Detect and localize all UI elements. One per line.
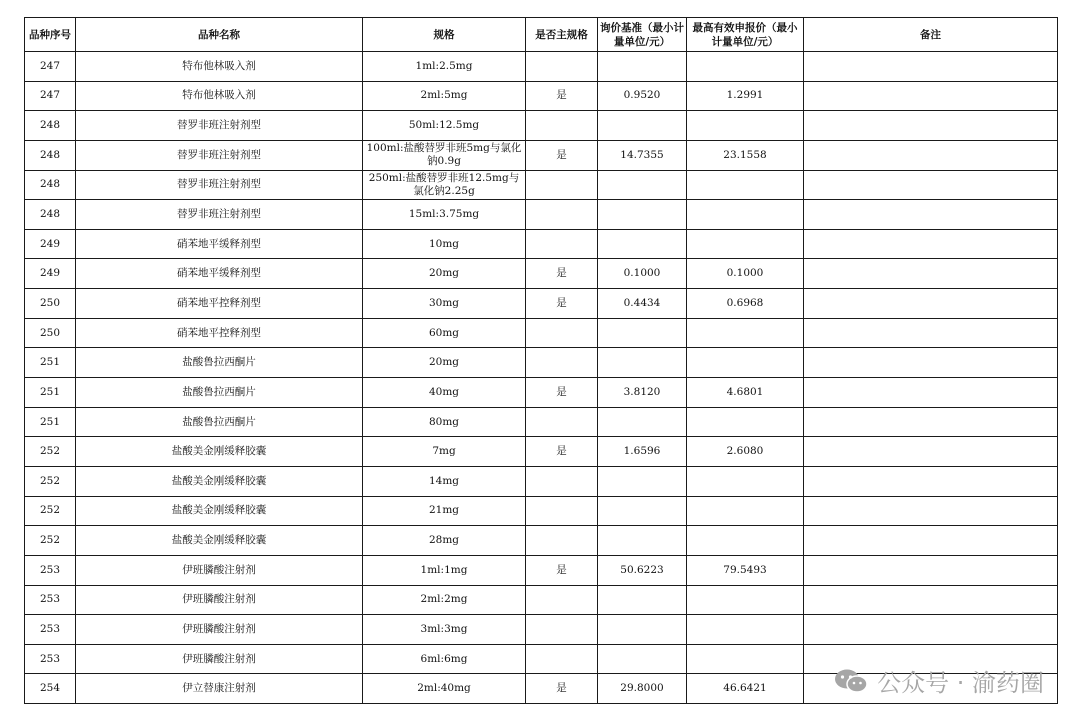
cell-name: 硝苯地平控释剂型 bbox=[76, 289, 363, 319]
cell-name: 硝苯地平缓释剂型 bbox=[76, 229, 363, 259]
cell-main-spec bbox=[526, 52, 598, 82]
cell-spec: 1ml:2.5mg bbox=[363, 52, 526, 82]
cell-seq: 252 bbox=[25, 526, 76, 556]
cell-remarks bbox=[804, 200, 1058, 230]
cell-name: 盐酸美金刚缓释胶囊 bbox=[76, 526, 363, 556]
table-row bbox=[25, 140, 1058, 170]
cell-base-price bbox=[598, 644, 687, 674]
cell-max-price bbox=[687, 229, 804, 259]
watermark bbox=[833, 663, 1044, 698]
cell-seq: 251 bbox=[25, 348, 76, 378]
cell-base-price: 50.6223 bbox=[598, 555, 687, 585]
cell-name: 盐酸鲁拉西酮片 bbox=[76, 407, 363, 437]
cell-base-price bbox=[598, 52, 687, 82]
cell-spec: 250ml:盐酸替罗非班12.5mg与氯化钠2.25g bbox=[363, 170, 526, 200]
cell-name: 伊班膦酸注射剂 bbox=[76, 585, 363, 615]
cell-seq: 249 bbox=[25, 259, 76, 289]
cell-name: 盐酸美金刚缓释胶囊 bbox=[76, 437, 363, 467]
cell-name: 盐酸鲁拉西酮片 bbox=[76, 348, 363, 378]
table-row bbox=[25, 200, 1058, 230]
cell-name: 盐酸美金刚缓释胶囊 bbox=[76, 496, 363, 526]
cell-name: 盐酸鲁拉西酮片 bbox=[76, 378, 363, 408]
table-body bbox=[25, 52, 1058, 704]
header-cell-name: 品种名称 bbox=[76, 18, 363, 52]
table-row bbox=[25, 348, 1058, 378]
cell-name: 替罗非班注射剂型 bbox=[76, 170, 363, 200]
cell-spec: 14mg bbox=[363, 466, 526, 496]
cell-spec: 15ml:3.75mg bbox=[363, 200, 526, 230]
cell-main-spec: 是 bbox=[526, 289, 598, 319]
header-cell-seq: 品种序号 bbox=[25, 18, 76, 52]
cell-remarks bbox=[804, 170, 1058, 200]
cell-main-spec bbox=[526, 526, 598, 556]
table-row bbox=[25, 437, 1058, 467]
cell-spec: 2ml:2mg bbox=[363, 585, 526, 615]
cell-remarks bbox=[804, 81, 1058, 111]
cell-spec: 80mg bbox=[363, 407, 526, 437]
cell-main-spec bbox=[526, 466, 598, 496]
table-row bbox=[25, 407, 1058, 437]
cell-max-price bbox=[687, 466, 804, 496]
cell-spec: 20mg bbox=[363, 259, 526, 289]
cell-max-price bbox=[687, 585, 804, 615]
header-cell-main-spec: 是否主规格 bbox=[526, 18, 598, 52]
cell-seq: 253 bbox=[25, 555, 76, 585]
cell-main-spec: 是 bbox=[526, 674, 598, 704]
cell-spec: 30mg bbox=[363, 289, 526, 319]
cell-main-spec: 是 bbox=[526, 555, 598, 585]
cell-spec: 10mg bbox=[363, 229, 526, 259]
cell-max-price bbox=[687, 407, 804, 437]
cell-max-price bbox=[687, 170, 804, 200]
cell-seq: 252 bbox=[25, 437, 76, 467]
cell-main-spec: 是 bbox=[526, 437, 598, 467]
cell-main-spec bbox=[526, 229, 598, 259]
cell-seq: 250 bbox=[25, 318, 76, 348]
cell-base-price bbox=[598, 466, 687, 496]
cell-remarks bbox=[804, 378, 1058, 408]
cell-base-price: 0.1000 bbox=[598, 259, 687, 289]
cell-seq: 251 bbox=[25, 378, 76, 408]
cell-max-price bbox=[687, 111, 804, 141]
cell-remarks bbox=[804, 526, 1058, 556]
cell-spec: 6ml:6mg bbox=[363, 644, 526, 674]
cell-max-price bbox=[687, 615, 804, 645]
cell-main-spec bbox=[526, 170, 598, 200]
cell-spec: 50ml:12.5mg bbox=[363, 111, 526, 141]
cell-max-price: 23.1558 bbox=[687, 140, 804, 170]
header-cell-remarks: 备注 bbox=[804, 18, 1058, 52]
cell-base-price bbox=[598, 526, 687, 556]
table-row bbox=[25, 81, 1058, 111]
cell-max-price bbox=[687, 496, 804, 526]
cell-base-price: 3.8120 bbox=[598, 378, 687, 408]
cell-seq: 253 bbox=[25, 615, 76, 645]
table-row bbox=[25, 170, 1058, 200]
cell-remarks bbox=[804, 318, 1058, 348]
cell-name: 硝苯地平控释剂型 bbox=[76, 318, 363, 348]
cell-name: 特布他林吸入剂 bbox=[76, 81, 363, 111]
cell-spec: 28mg bbox=[363, 526, 526, 556]
cell-max-price: 46.6421 bbox=[687, 674, 804, 704]
cell-seq: 254 bbox=[25, 674, 76, 704]
table-row bbox=[25, 615, 1058, 645]
cell-remarks bbox=[804, 289, 1058, 319]
cell-remarks bbox=[804, 111, 1058, 141]
watermark-text: 公众号 · 渝药圈 bbox=[877, 669, 1044, 697]
cell-seq: 248 bbox=[25, 140, 76, 170]
cell-spec: 40mg bbox=[363, 378, 526, 408]
cell-remarks bbox=[804, 496, 1058, 526]
cell-main-spec: 是 bbox=[526, 259, 598, 289]
table-row bbox=[25, 289, 1058, 319]
cell-seq: 247 bbox=[25, 81, 76, 111]
cell-base-price bbox=[598, 585, 687, 615]
table-row bbox=[25, 259, 1058, 289]
cell-seq: 249 bbox=[25, 229, 76, 259]
cell-name: 替罗非班注射剂型 bbox=[76, 111, 363, 141]
cell-main-spec bbox=[526, 585, 598, 615]
cell-remarks bbox=[804, 555, 1058, 585]
cell-max-price: 4.6801 bbox=[687, 378, 804, 408]
cell-name: 伊班膦酸注射剂 bbox=[76, 615, 363, 645]
cell-name: 伊班膦酸注射剂 bbox=[76, 644, 363, 674]
table-row bbox=[25, 229, 1058, 259]
cell-seq: 253 bbox=[25, 585, 76, 615]
cell-name: 伊班膦酸注射剂 bbox=[76, 555, 363, 585]
cell-seq: 253 bbox=[25, 644, 76, 674]
cell-base-price bbox=[598, 496, 687, 526]
cell-max-price: 0.1000 bbox=[687, 259, 804, 289]
table-row bbox=[25, 585, 1058, 615]
cell-remarks bbox=[804, 348, 1058, 378]
cell-base-price: 14.7355 bbox=[598, 140, 687, 170]
header-cell-spec: 规格 bbox=[363, 18, 526, 52]
cell-name: 特布他林吸入剂 bbox=[76, 52, 363, 82]
cell-seq: 247 bbox=[25, 52, 76, 82]
cell-base-price bbox=[598, 170, 687, 200]
cell-seq: 248 bbox=[25, 170, 76, 200]
cell-name: 替罗非班注射剂型 bbox=[76, 140, 363, 170]
cell-base-price bbox=[598, 200, 687, 230]
cell-seq: 252 bbox=[25, 466, 76, 496]
cell-name: 硝苯地平缓释剂型 bbox=[76, 259, 363, 289]
header-row bbox=[25, 18, 1058, 52]
cell-remarks bbox=[804, 229, 1058, 259]
cell-name: 替罗非班注射剂型 bbox=[76, 200, 363, 230]
header-cell-base-price: 询价基准（最小计量单位/元） bbox=[598, 18, 687, 52]
cell-spec: 2ml:5mg bbox=[363, 81, 526, 111]
cell-main-spec bbox=[526, 348, 598, 378]
cell-main-spec bbox=[526, 644, 598, 674]
cell-base-price bbox=[598, 229, 687, 259]
cell-max-price: 79.5493 bbox=[687, 555, 804, 585]
cell-max-price: 2.6080 bbox=[687, 437, 804, 467]
cell-main-spec: 是 bbox=[526, 140, 598, 170]
cell-spec: 7mg bbox=[363, 437, 526, 467]
cell-remarks bbox=[804, 466, 1058, 496]
cell-remarks bbox=[804, 140, 1058, 170]
cell-max-price: 0.6968 bbox=[687, 289, 804, 319]
cell-max-price bbox=[687, 348, 804, 378]
cell-max-price bbox=[687, 318, 804, 348]
cell-spec: 1ml:1mg bbox=[363, 555, 526, 585]
cell-spec: 3ml:3mg bbox=[363, 615, 526, 645]
table-row bbox=[25, 52, 1058, 82]
cell-base-price: 0.9520 bbox=[598, 81, 687, 111]
cell-remarks bbox=[804, 615, 1058, 645]
cell-base-price: 1.6596 bbox=[598, 437, 687, 467]
cell-name: 伊立替康注射剂 bbox=[76, 674, 363, 704]
table-row bbox=[25, 378, 1058, 408]
cell-base-price: 0.4434 bbox=[598, 289, 687, 319]
cell-spec: 100ml:盐酸替罗非班5mg与氯化钠0.9g bbox=[363, 140, 526, 170]
cell-remarks bbox=[804, 585, 1058, 615]
cell-name: 盐酸美金刚缓释胶囊 bbox=[76, 466, 363, 496]
wechat-icon bbox=[833, 668, 869, 694]
cell-spec: 21mg bbox=[363, 496, 526, 526]
cell-remarks bbox=[804, 437, 1058, 467]
cell-base-price bbox=[598, 615, 687, 645]
cell-base-price bbox=[598, 407, 687, 437]
cell-main-spec: 是 bbox=[526, 81, 598, 111]
cell-main-spec: 是 bbox=[526, 378, 598, 408]
cell-main-spec bbox=[526, 200, 598, 230]
cell-max-price bbox=[687, 200, 804, 230]
table-row bbox=[25, 555, 1058, 585]
cell-seq: 250 bbox=[25, 289, 76, 319]
cell-main-spec bbox=[526, 111, 598, 141]
cell-max-price bbox=[687, 52, 804, 82]
cell-base-price bbox=[598, 318, 687, 348]
cell-main-spec bbox=[526, 615, 598, 645]
cell-base-price bbox=[598, 348, 687, 378]
cell-remarks bbox=[804, 259, 1058, 289]
table-row bbox=[25, 496, 1058, 526]
cell-max-price: 1.2991 bbox=[687, 81, 804, 111]
cell-seq: 248 bbox=[25, 111, 76, 141]
cell-spec: 20mg bbox=[363, 348, 526, 378]
table-row bbox=[25, 526, 1058, 556]
cell-spec: 2ml:40mg bbox=[363, 674, 526, 704]
cell-base-price bbox=[598, 111, 687, 141]
cell-main-spec bbox=[526, 318, 598, 348]
cell-remarks bbox=[804, 407, 1058, 437]
cell-max-price bbox=[687, 526, 804, 556]
cell-max-price bbox=[687, 644, 804, 674]
cell-remarks bbox=[804, 52, 1058, 82]
cell-seq: 252 bbox=[25, 496, 76, 526]
cell-main-spec bbox=[526, 407, 598, 437]
table-row bbox=[25, 466, 1058, 496]
table-row bbox=[25, 318, 1058, 348]
cell-main-spec bbox=[526, 496, 598, 526]
header-cell-max-price: 最高有效申报价（最小计量单位/元） bbox=[687, 18, 804, 52]
price-table bbox=[24, 17, 1058, 704]
cell-seq: 248 bbox=[25, 200, 76, 230]
cell-spec: 60mg bbox=[363, 318, 526, 348]
cell-base-price: 29.8000 bbox=[598, 674, 687, 704]
cell-seq: 251 bbox=[25, 407, 76, 437]
table-row bbox=[25, 111, 1058, 141]
